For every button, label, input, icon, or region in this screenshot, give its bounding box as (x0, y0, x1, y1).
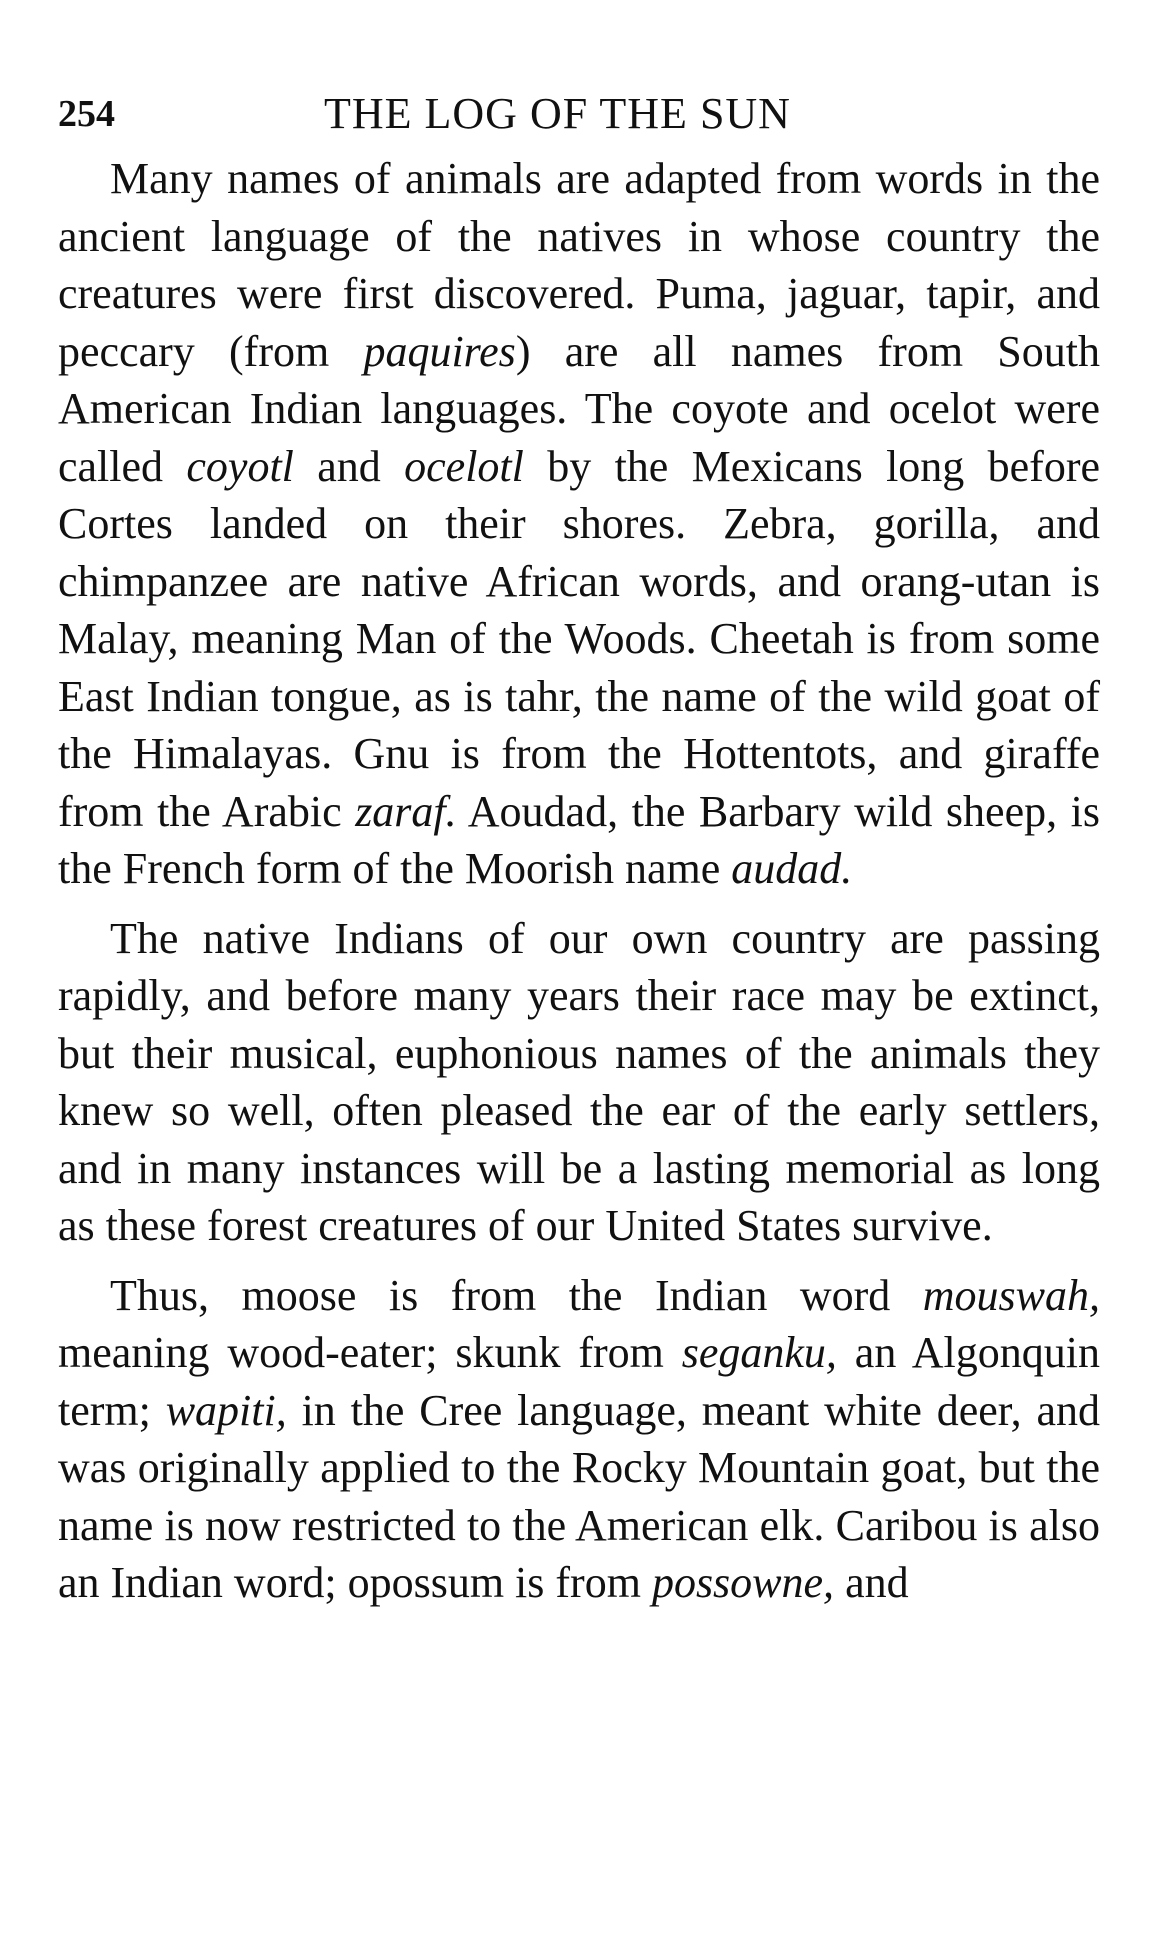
paragraph-native-indians (58, 910, 1100, 1255)
italic-term: wapiti, (165, 1385, 287, 1435)
text-run: Many names of animals are adapted from words in the ancient language of the natives in whose country the creatures were first discovered. Puma, jaguar, tapir, and peccary (from (58, 154, 1100, 376)
italic-term: seganku, (681, 1328, 837, 1377)
body-text (58, 150, 1100, 1612)
text-run: The native Indians of our own country are passing rapidly, and before many years their race may be extinct, but their musical, euphonious names of the animals they knew so well, often pleased the ear of the early settlers, and in many instances will be a lasting memorial as long as these forest creatures of our United States survive. (58, 913, 1100, 1250)
running-title: THE LOG OF THE SUN (324, 89, 791, 138)
italic-term: coyotl (186, 441, 294, 491)
text-run: an Algonquin term; (58, 1328, 1100, 1435)
italic-term: mouswah, (922, 1270, 1100, 1320)
text-run: ) are all names from South American Indian languages. The coyote and ocelot were called (58, 326, 1100, 491)
italic-term: paquires (363, 326, 516, 376)
italic-term: audad. (731, 844, 853, 893)
text-run: and (293, 441, 405, 491)
italic-term: zaraf. (355, 786, 457, 836)
italic-term: ocelotl (404, 441, 524, 491)
text-run: in the Cree language, meant white deer, and was originally applied to the Rocky Mountain goat, but the name is now restricted to the American elk. Caribou is also an Indian word; opossum is from (58, 1385, 1101, 1607)
text-run: Thus, moose is from the Indian word (110, 1270, 923, 1320)
page-number: 254 (58, 93, 115, 135)
text-run: meaning wood-eater; skunk from (58, 1328, 682, 1377)
text-run: and (834, 1558, 909, 1607)
text-run: by the Mexicans long before Cortes landed on their shores. Zebra, gorilla, and chimpanzee are native African words, and orang-utan is Malay, meaning Man of the Woods. Cheetah is from some East Indian tongue, as is tahr, the name of the wild goat of the Himalayas. Gnu is from the Hottentots, and giraffe from the Arabic (58, 441, 1101, 836)
running-head (58, 80, 1100, 150)
book-page (58, 80, 1100, 1612)
text-run: Aoudad, the Barbary wild sheep, is the French form of the Moorish name (58, 786, 1100, 893)
paragraph-animal-name-origins (58, 150, 1100, 898)
italic-term: possowne, (651, 1558, 835, 1607)
paragraph-indian-animal-words (58, 1267, 1100, 1612)
